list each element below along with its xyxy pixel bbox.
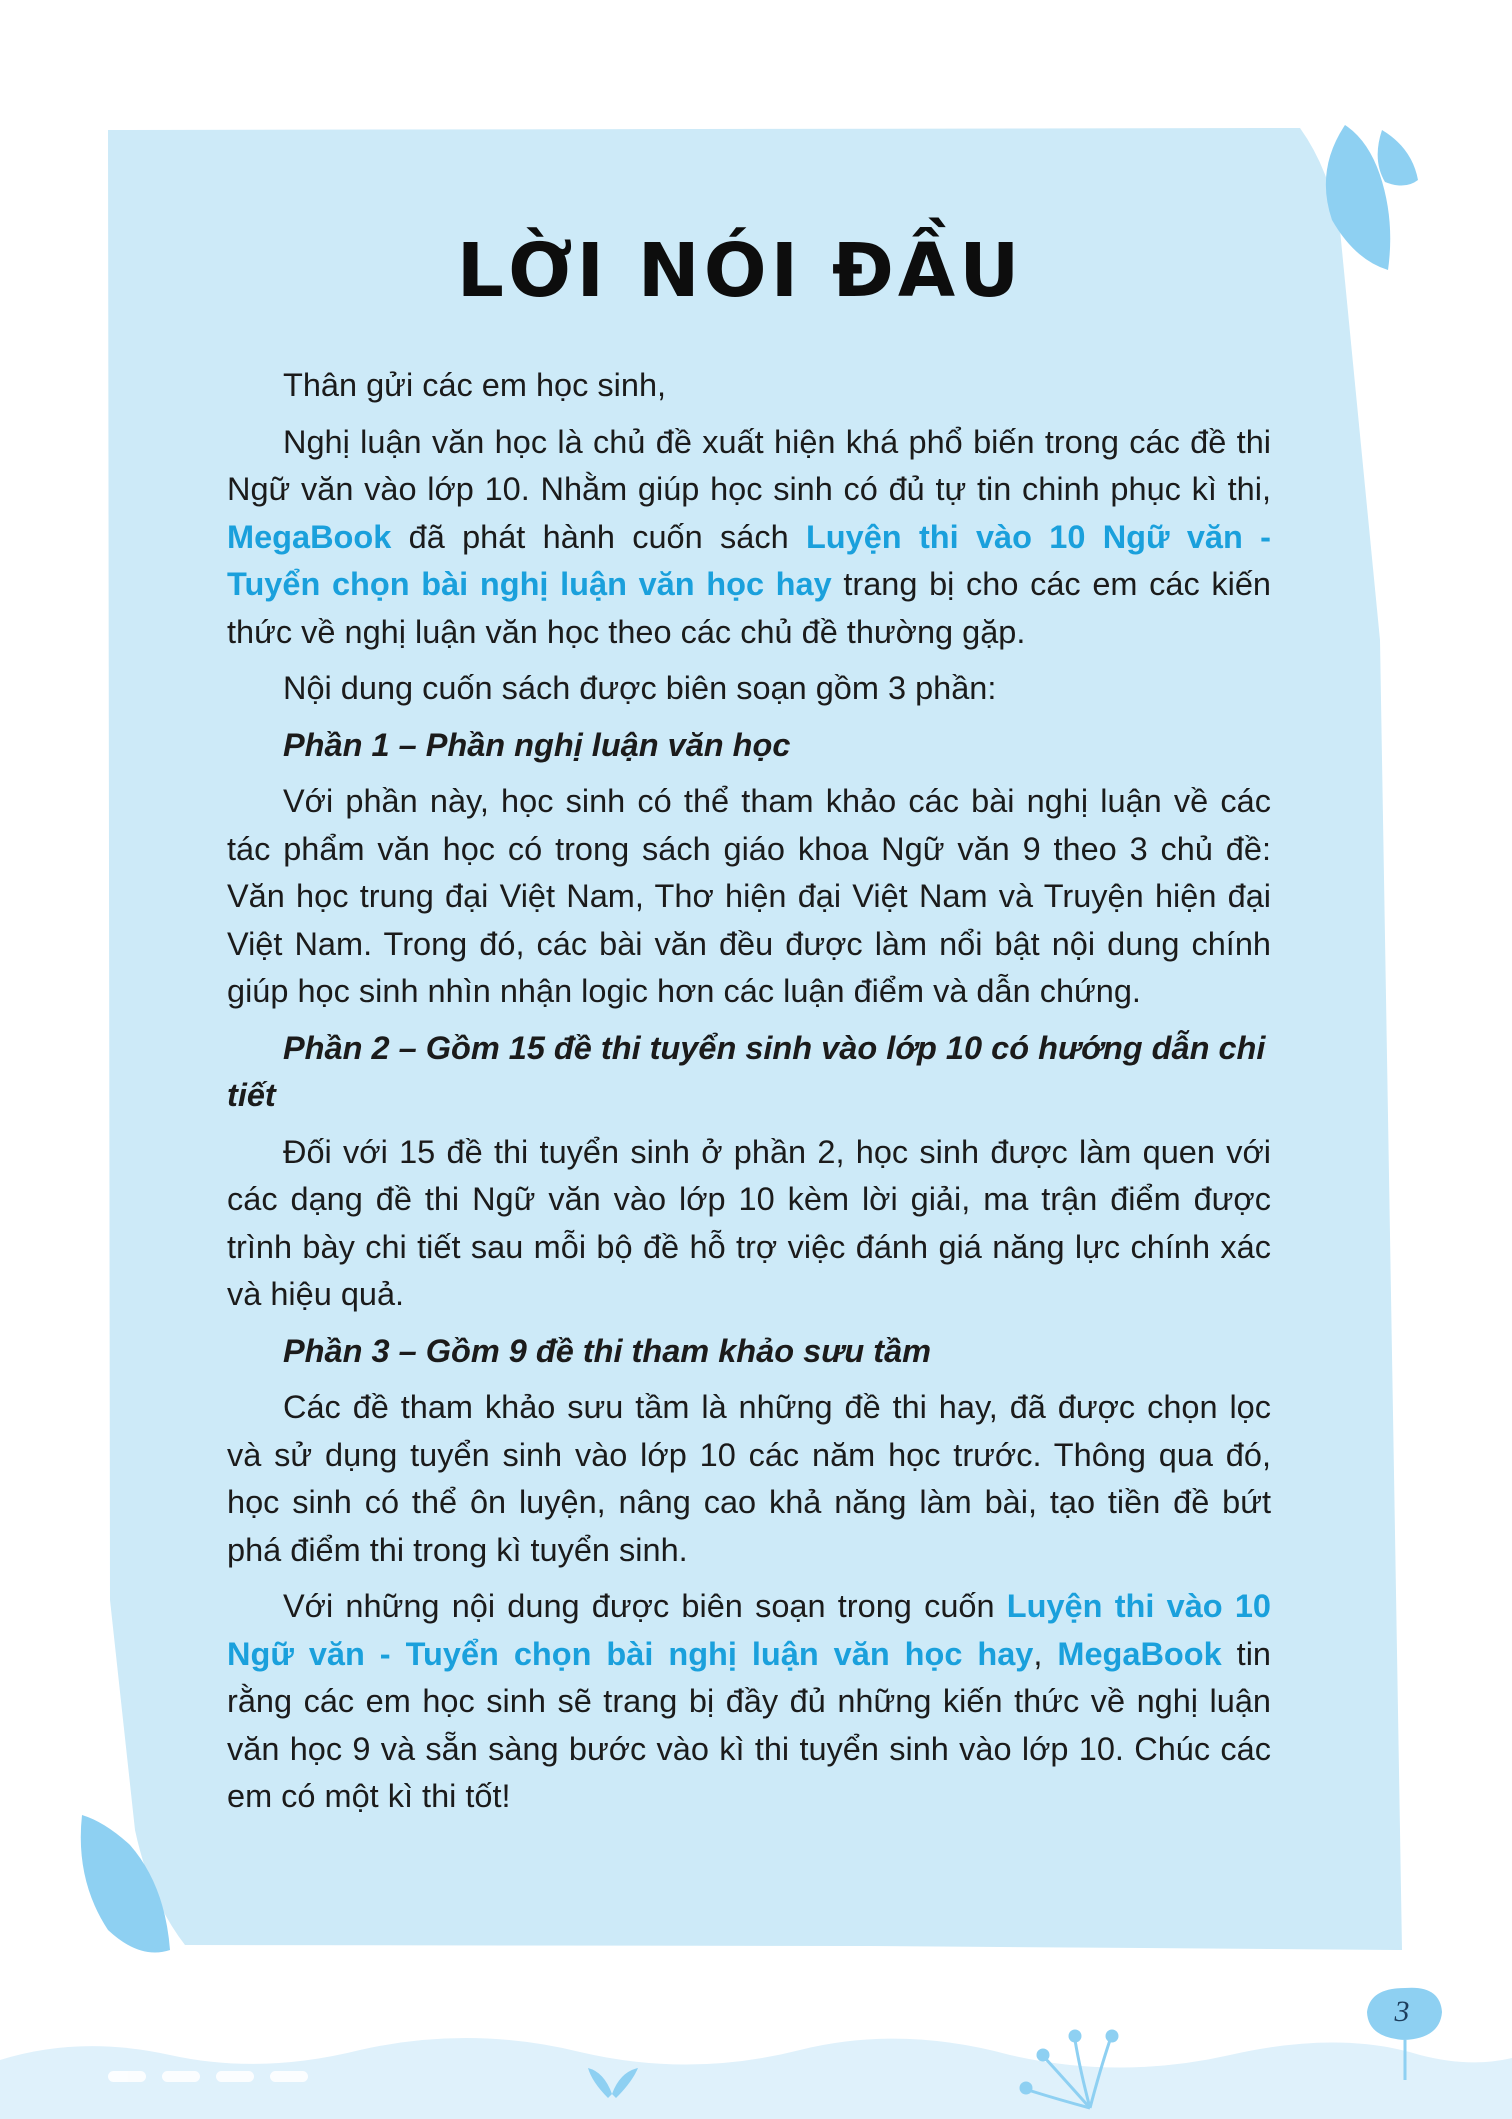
section-3-paragraph: Các đề tham khảo sưu tầm là những đề thi hay, đã được chọn lọc và sử dụng tuyển sinh vào lớp 10 các năm học trước. Thông qua đó, học sinh có thể ôn luyện, nâng cao khả năng làm bài, tạo tiền đề bứt phá điểm thi trong kì tuyển sinh.: [227, 1389, 1271, 1568]
brand-name: MegaBook: [227, 518, 392, 555]
section-heading-2: Phần 2 – Gồm 15 đề thi tuyển sinh vào lớp 10 có hướng dẫn chi tiết: [227, 1029, 1266, 1113]
section-heading-3: Phần 3 – Gồm 9 đề thi tham khảo sưu tầm: [283, 1332, 932, 1369]
closing-text-3: tin rằng các em học sinh sẽ trang bị đầy đủ những kiến thức về nghị luận văn học 9 và sẵn sàng bước vào kì thi tuyển sinh vào lớp 10. Chúc các em có một kì thi tốt!: [227, 1635, 1272, 1814]
book-title-2: Luyện thi vào 10 Ngữ văn - Tuyển chọn bài nghị luận văn học hay: [227, 1588, 1271, 1672]
intro-text-2: đã phát hành cuốn sách: [391, 518, 806, 555]
brand-name-2: MegaBook: [1057, 1635, 1222, 1672]
section-2-paragraph: Đối với 15 đề thi tuyển sinh ở phần 2, học sinh được làm quen với các dạng đề thi Ngữ văn vào lớp 10 kèm lời giải, ma trận điểm được trình bày chi tiết sau mỗi bộ đề hỗ trợ việc đánh giá năng lực chính xác và hiệu quả.: [227, 1133, 1271, 1312]
section-1-paragraph: Với phần này, học sinh có thể tham khảo các bài nghị luận về các tác phẩm văn học có trong sách giáo khoa Ngữ văn 9 theo 3 chủ đề: Văn học trung đại Việt Nam, Thơ hiện đại Việt Nam và Truyện hiện đại Việt Nam. Trong đó, các bài văn đều được làm nổi bật nội dung chính giúp học sinh nhìn nhận logic hơn các luận điểm và dẫn chứng.: [227, 783, 1271, 1009]
structure-paragraph: Nội dung cuốn sách được biên soạn gồm 3 phần:: [283, 670, 997, 706]
intro-text-3: trang bị cho các em các kiến thức về nghị luận văn học theo các chủ đề thường gặp.: [227, 566, 1271, 650]
preface-body: [227, 362, 1271, 1830]
page-title: LỜI NÓI ĐẦU: [456, 228, 1024, 314]
greeting-paragraph: Thân gửi các em học sinh,: [283, 367, 667, 403]
intro-paragraph: [227, 419, 1271, 657]
intro-text-1: Nghị luận văn học là chủ đề xuất hiện khá phổ biến trong các đề thi Ngữ văn vào lớp 10. Nhằm giúp học sinh có đủ tự tin chinh phục kì thi,: [227, 423, 1271, 507]
page-number: 3: [1394, 1995, 1410, 2028]
book-title: Luyện thi vào 10 Ngữ văn - Tuyển chọn bài nghị luận văn học hay: [227, 518, 1271, 602]
closing-text-1: Với những nội dung được biên soạn trong cuốn: [283, 1588, 1007, 1624]
section-heading-1: Phần 1 – Phần nghị luận văn học: [283, 726, 791, 763]
closing-text-2: ,: [1033, 1635, 1058, 1672]
closing-paragraph: [227, 1583, 1271, 1821]
